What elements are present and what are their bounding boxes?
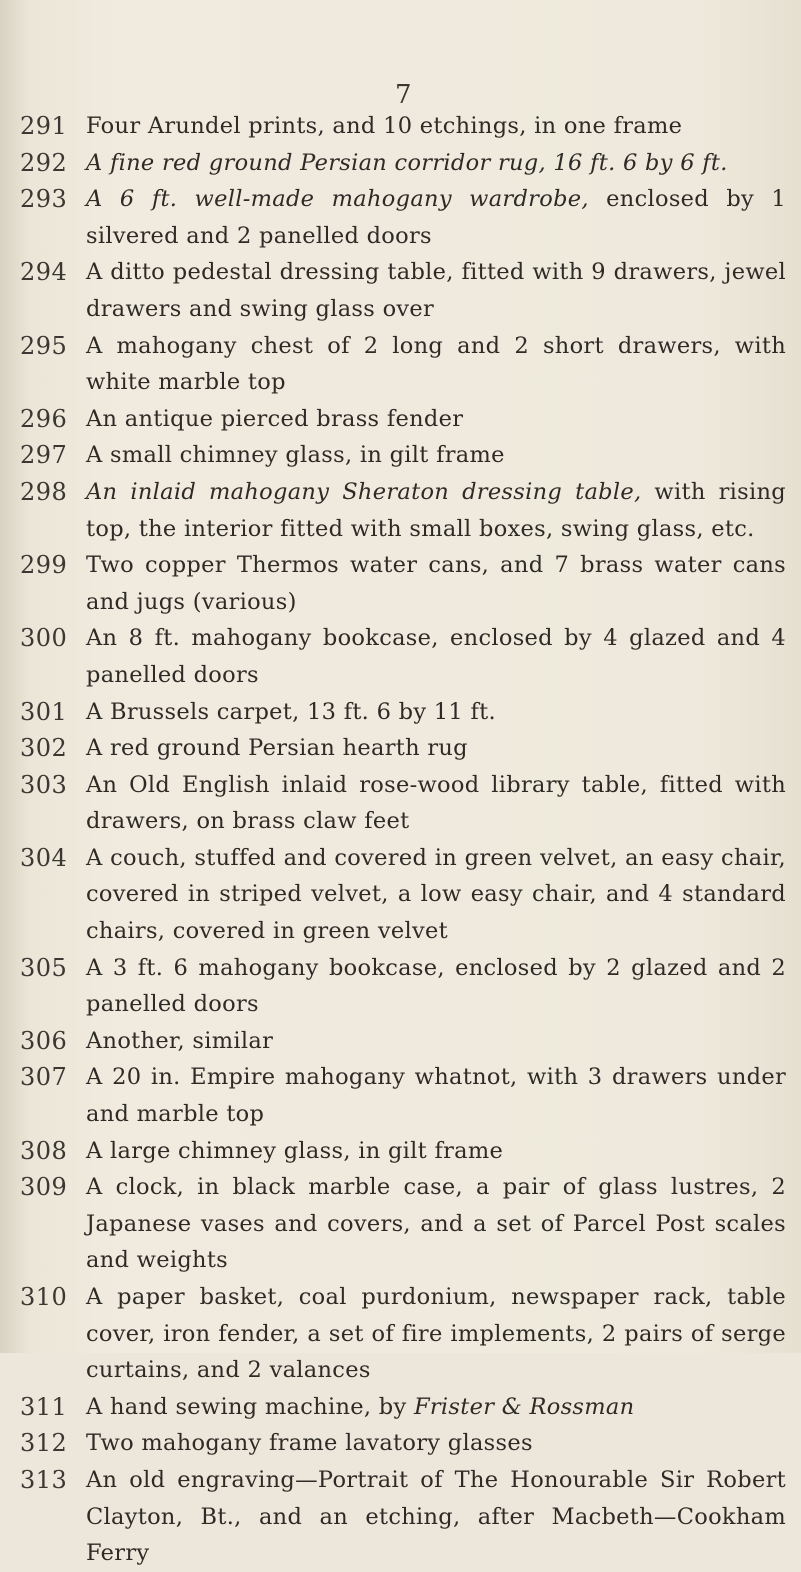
lot-description (86, 1425, 786, 1462)
lot-description (86, 254, 786, 327)
lot-description (86, 1059, 786, 1132)
lot-description (86, 840, 786, 950)
lot-description-text: A fine red ground Persian corridor rug, 16 ft. 6 by 6 ft. (86, 149, 728, 176)
lot-entry (0, 1133, 801, 1170)
lot-description-text: Frister & Rossman (413, 1393, 635, 1420)
lot-entry (0, 108, 801, 145)
lot-number: 295 (20, 331, 68, 360)
lot-description (86, 694, 786, 731)
lot-entry (0, 840, 801, 950)
lot-number: 300 (20, 624, 68, 653)
lot-description-text: A mahogany chest of 2 long and 2 short drawers, with white marble top (86, 332, 786, 396)
lot-entry (0, 1425, 801, 1462)
lot-description-text: A paper basket, coal purdonium, newspaper rack, table cover, iron fender, a set of fire implements, 2 pairs of serge curtains, and 2 valances (86, 1284, 786, 1384)
lot-entry (0, 1023, 801, 1060)
lot-number: 313 (20, 1465, 68, 1494)
lot-number: 312 (20, 1429, 68, 1458)
lot-description-text: Two copper Thermos water cans, and 7 brass water cans and jugs (various) (86, 552, 786, 615)
lot-entry (0, 1059, 801, 1132)
lot-entry (0, 1169, 801, 1279)
lot-description-text: A red ground Persian hearth rug (86, 735, 468, 762)
lot-entry (0, 1389, 801, 1426)
lot-number: 303 (20, 770, 68, 799)
lot-number: 310 (20, 1283, 68, 1311)
lot-description (86, 108, 786, 145)
lot-entry (0, 950, 801, 1023)
lot-entry (0, 1462, 801, 1572)
lot-description (86, 401, 786, 438)
lot-number: 298 (20, 477, 68, 506)
lot-description (86, 145, 786, 182)
lot-number: 306 (20, 1026, 68, 1055)
lot-number: 302 (20, 734, 68, 763)
lot-description-text: A Brussels carpet, 13 ft. 6 by 11 ft. (86, 698, 496, 725)
lot-description-text: A large chimney glass, in gilt frame (86, 1137, 504, 1164)
lot-description (86, 730, 786, 767)
lot-description-text: A clock, in black marble case, a pair of glass lustres, 2 Japanese vases and covers, and a set of Parcel Post scales and weights (86, 1174, 786, 1274)
lot-description-text: A 6 ft. well-made mahogany wardrobe, (86, 186, 589, 213)
lot-description-text: Two mahogany frame lavatory glasses (86, 1430, 533, 1457)
lot-description (86, 1133, 786, 1170)
lot-description-text: A small chimney glass, in gilt frame (86, 442, 505, 469)
lot-entry (0, 401, 801, 438)
lot-description (86, 620, 786, 693)
lot-entry (0, 181, 801, 254)
lot-description (86, 474, 786, 547)
lot-description-text: An old engraving—Portrait of The Honourable Sir Robert Clayton, Bt., and an etching, after Macbeth—Cookham Ferry (86, 1466, 786, 1567)
lot-description-text: Another, similar (86, 1027, 274, 1054)
lot-entry (0, 694, 801, 731)
lot-number: 293 (20, 185, 68, 214)
lot-description (86, 328, 786, 401)
lot-description (86, 181, 786, 254)
lot-number: 305 (20, 953, 68, 982)
lot-entry (0, 474, 801, 547)
lot-description (86, 437, 786, 474)
lot-description-text: A 20 in. Empire mahogany whatnot, with 3 drawers under and marble top (86, 1064, 786, 1128)
lot-description-text: with rising top, the interior fitted with small boxes, swing glass, etc. (86, 478, 786, 542)
lot-number: 307 (20, 1063, 68, 1092)
lot-number: 299 (20, 551, 68, 580)
lot-description (86, 1389, 786, 1426)
lot-number: 297 (20, 441, 68, 470)
lot-description-text: An 8 ft. mahogany bookcase, enclosed by 4 glazed and 4 panelled doors (86, 625, 786, 688)
lot-description-text: A couch, stuffed and covered in green velvet, an easy chair, covered in striped velvet, a low easy chair, and 4 standard chairs, covered in green velvet (86, 844, 786, 945)
lot-description-text: An Old English inlaid rose-wood library table, fitted with drawers, on brass claw feet (86, 771, 786, 835)
lot-description-text: A hand sewing machine, by (86, 1393, 414, 1420)
lot-number: 311 (20, 1392, 68, 1421)
lot-number: 294 (20, 258, 68, 287)
lot-number: 292 (20, 148, 68, 177)
lot-description (86, 1169, 786, 1279)
lot-description (86, 1462, 786, 1572)
lot-description-text: A ditto pedestal dressing table, fitted with 9 drawers, jewel drawers and swing glass over (86, 259, 786, 322)
lot-description (86, 767, 786, 840)
lot-description-text: An inlaid mahogany Sheraton dressing table, (86, 478, 642, 505)
lot-description (86, 1279, 786, 1389)
lot-entry (0, 620, 801, 693)
lot-number: 301 (20, 697, 68, 726)
lot-entry (0, 767, 801, 840)
lot-description-text: A 3 ft. 6 mahogany bookcase, enclosed by 2 glazed and 2 panelled doors (86, 954, 786, 1018)
lot-entry (0, 730, 801, 767)
lot-entry (0, 437, 801, 474)
lot-list (0, 108, 801, 1572)
lot-entry (0, 328, 801, 401)
page-number: 7 (395, 80, 412, 110)
lot-number: 296 (20, 404, 68, 433)
lot-entry (0, 1279, 801, 1389)
lot-entry (0, 145, 801, 182)
lot-entry (0, 254, 801, 327)
lot-number: 291 (20, 112, 68, 140)
lot-entry (0, 547, 801, 620)
lot-description (86, 547, 786, 620)
lot-description (86, 950, 786, 1023)
lot-number: 308 (20, 1136, 68, 1165)
lot-description-text: enclosed by 1 silvered and 2 panelled doors (86, 186, 786, 249)
lot-number: 304 (20, 843, 68, 872)
lot-number: 309 (20, 1173, 68, 1202)
lot-description (86, 1023, 786, 1060)
lot-description-text: Four Arundel prints, and 10 etchings, in one frame (86, 113, 683, 139)
lot-description-text: An antique pierced brass fender (86, 405, 464, 432)
